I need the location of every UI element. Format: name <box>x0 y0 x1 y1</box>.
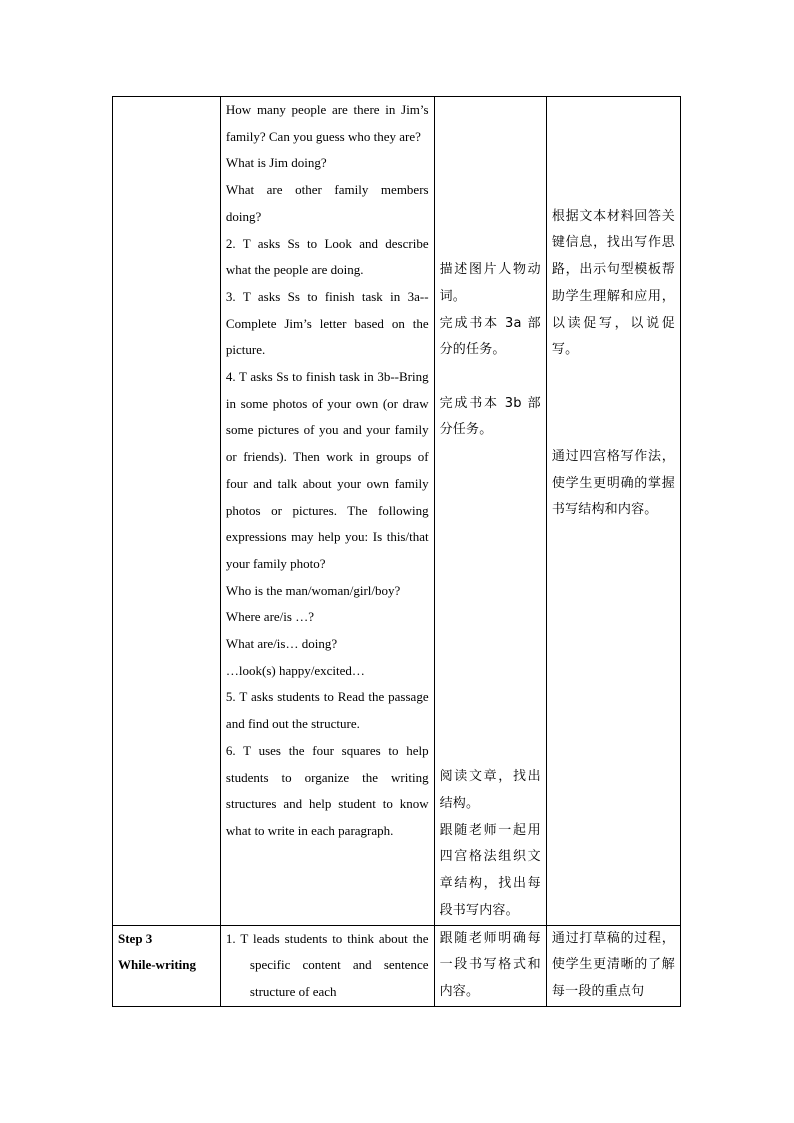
purpose-text: 根据文本材料回答关键信息，找出写作思路，出示句型模板帮助学生理解和应用，以读促写，以说促写。 <box>551 208 675 358</box>
activity-line: 4. T asks Ss to finish task in 3b--Bring in some photos of your own (or draw some pictures of you and your family or friends). Then work in groups of four and talk about your own family photos or pictures. The following expressions may help you: Is this/that your family photo? <box>225 369 429 571</box>
step-number: Step 3 <box>118 930 153 946</box>
student-activity-cell <box>434 925 546 1006</box>
activity-line: 5. T asks students to Read the passage and find out the structure. <box>225 689 429 732</box>
design-purpose-cell <box>546 97 680 926</box>
student-activity-text: 跟随老师一起用四宫格法组织文章结构，找出每段书写内容。 <box>439 822 541 918</box>
activity-line: …look(s) happy/excited… <box>225 662 365 678</box>
activity-line: What are/is… doing? <box>225 636 338 652</box>
activity-line: How many people are there in Jim’s family? Can you guess who they are? <box>225 102 429 144</box>
activity-line: Where are/is …? <box>225 609 314 625</box>
activity-line: What is Jim doing? <box>225 155 327 171</box>
activity-line: Who is the man/woman/girl/boy? <box>225 582 401 598</box>
lesson-plan-table <box>112 96 681 1007</box>
student-activity-text: 完成书本 3b 部分任务。 <box>439 395 541 438</box>
activity-line: What are other family members doing? <box>225 182 429 224</box>
purpose-text: 通过打草稿的过程，使学生更清晰的了解每一段的重点句 <box>551 930 675 999</box>
purpose-text: 通过四宫格写作法，使学生更明确的掌握书写结构和内容。 <box>551 449 675 518</box>
student-activity-text: 跟随老师明确每一段书写格式和内容。 <box>439 930 541 999</box>
activity-line: 2. T asks Ss to Look and describe what the people are doing. <box>225 235 429 278</box>
teacher-activity-cell <box>220 97 434 926</box>
teacher-activity-cell <box>220 925 434 1006</box>
activity-line: 3. T asks Ss to finish task in 3a--Complete Jim’s letter based on the picture. <box>225 288 429 358</box>
activity-line: 1. T leads students to think about the specific content and sentence structure of each <box>225 930 429 999</box>
design-purpose-cell <box>546 925 680 1006</box>
student-activity-text: 描述图片人物动词。 <box>439 262 541 304</box>
step-name: While-writing <box>118 957 196 973</box>
student-activity-text: 阅读文章，找出结构。 <box>439 769 541 811</box>
student-activity-cell <box>434 97 546 926</box>
student-activity-text: 完成书本 3a 部分的任务。 <box>439 315 541 358</box>
table-row <box>113 97 681 926</box>
activity-line: 6. T uses the four squares to help students to organize the writing structures and help student to know what to write in each paragraph. <box>225 742 429 838</box>
step-cell <box>113 925 221 1006</box>
table-row <box>113 925 681 1006</box>
step-cell <box>113 97 221 926</box>
